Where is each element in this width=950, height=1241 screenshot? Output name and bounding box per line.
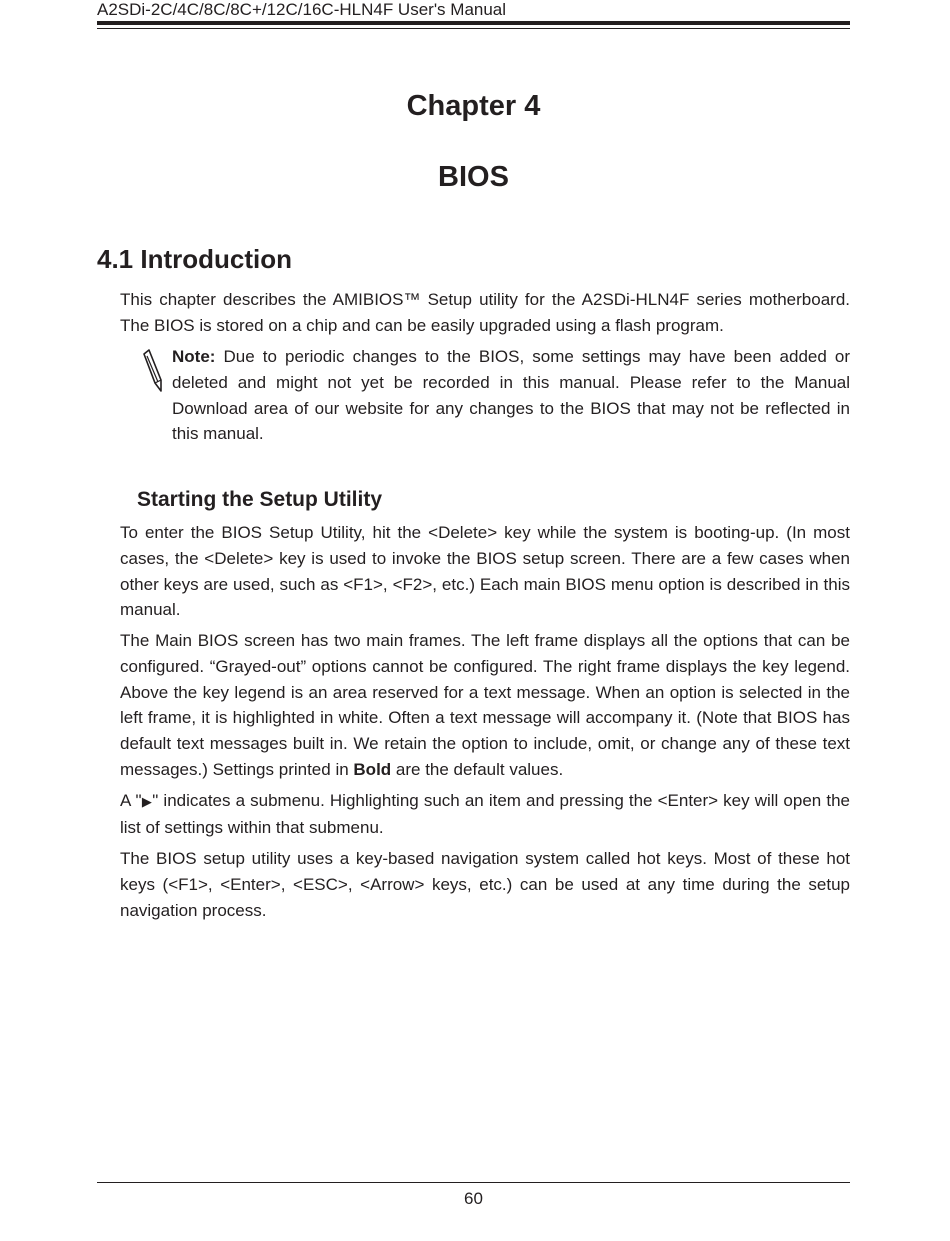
note-text: Due to periodic changes to the BIOS, some settings may have been added or deleted and might not yet be recorded in this manual. Please refer to the Manual Download area of our website for any changes to the BIOS that may not be reflected in this manual. [172, 347, 850, 444]
running-header: A2SDi-2C/4C/8C/8C+/12C/16C-HLN4F User's Manual [97, 0, 507, 19]
setup-paragraph-2 [120, 628, 850, 783]
p2-text-after: are the default values. [391, 759, 564, 779]
chapter-title: BIOS [438, 161, 509, 193]
note-paragraph [172, 344, 850, 447]
bold-word: Bold [353, 759, 392, 779]
p3-text-after: " indicates a submenu. Highlighting such an item and pressing the <Enter> key will open the list of settings within that submenu. [120, 791, 850, 837]
submenu-arrow-icon: ▶ [141, 794, 153, 809]
pencil-icon [141, 348, 165, 394]
subsection-heading: Starting the Setup Utility [137, 488, 383, 511]
page-number: 60 [464, 1189, 483, 1208]
setup-paragraph-1: To enter the BIOS Setup Utility, hit the <Delete> key while the system is booting-up. (In most cases, the <Delete> key is used to invoke the BIOS setup screen. There are a few cases when other keys are used, such as <F1>, <F2>, etc.) Each main BIOS menu option is described in this manual. [120, 523, 850, 620]
intro-paragraph: This chapter describes the AMIBIOS™ Setup utility for the A2SDi-HLN4F series motherboard. The BIOS is stored on a chip and can be easily upgraded using a flash program. [120, 290, 850, 335]
p3-text-before: A " [120, 791, 142, 810]
chapter-number: Chapter 4 [406, 90, 541, 122]
setup-paragraph-3 [120, 788, 850, 841]
footer-rule [97, 1182, 850, 1183]
p2-text-before: The Main BIOS screen has two main frames. The left frame displays all the options that can be configured. “Grayed-out” options cannot be configured. The right frame displays the key legend. Above the key legend is an area reserved for a text message. When an option is selected in the left frame, it is highlighted in white. Often a text message will accompany it. (Note that BIOS has default text messages built in. We retain the option to include, omit, or change any of these text messages.) Settings printed in [120, 631, 850, 779]
note-label: Note: [172, 347, 216, 366]
setup-paragraph-4: The BIOS setup utility uses a key-based navigation system called hot keys. Most of these hot keys (<F1>, <Enter>, <ESC>, <Arrow> keys, etc.) can be used at any time during the setup navigation process. [120, 849, 850, 920]
header-rule-thin [97, 28, 850, 29]
header-rule-thick [97, 21, 850, 25]
section-heading: 4.1 Introduction [97, 244, 292, 274]
